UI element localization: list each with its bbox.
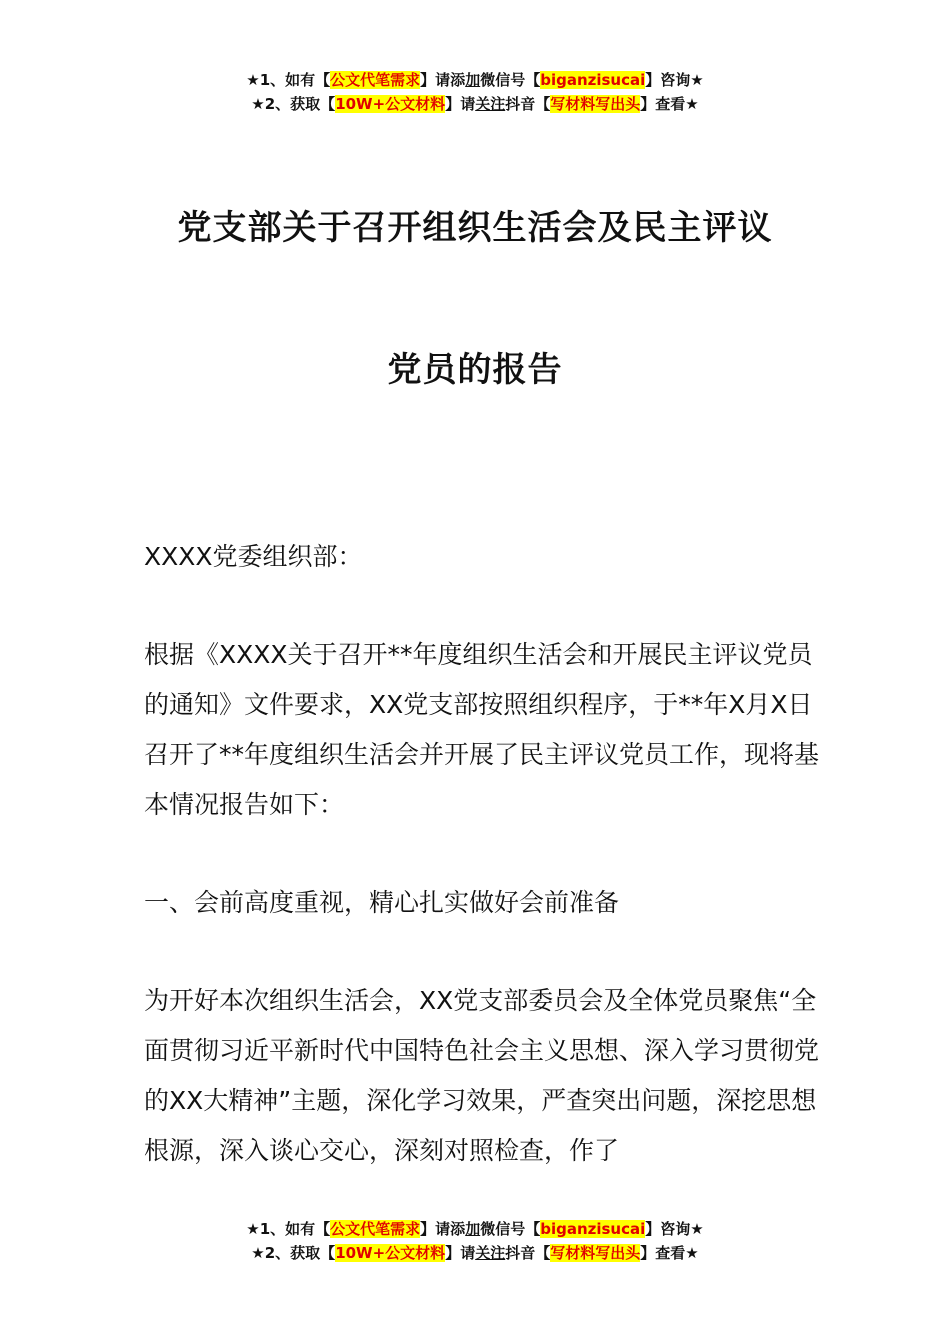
banner-line-2: ★2、获取【10W+公文材料】请关注抖音【写材料写出头】查看★ xyxy=(251,95,699,113)
highlight-service: 公文代笔需求 xyxy=(330,71,421,89)
section-heading-1: 一、会前高度重视，精心扎实做好会前准备 xyxy=(144,888,620,917)
paragraph-section-1: 为开好本次组织生活会，XX党支部委员会及全体党员聚焦“全面贯彻习近平新时代中国特色社会主义思想、深入学习贯彻党的XX大精神”主题，深化学习效果，严查突出问题，深挖思想根源，深入谈心交心，深刻对照检查，作了 xyxy=(144,986,820,1165)
highlight-douyin-account: 写材料写出头 xyxy=(550,95,641,113)
highlight-wechat-id: biganzisucai xyxy=(540,71,646,89)
highlight-materials: 10W+公文材料 xyxy=(335,95,446,113)
footer-banner-line-1: ★1、如有【公文代笔需求】请添加微信号【biganzisucai】咨询★ xyxy=(246,1220,704,1238)
paragraph-intro: 根据《XXXX关于召开**年度组织生活会和开展民主评议党员的通知》文件要求，XX党支部按照组织程序，于**年X月X日召开了**年度组织生活会并开展了民主评议党员工作，现将基本情况报告如下： xyxy=(144,640,820,819)
document-title-line-2: 党员的报告 xyxy=(387,350,563,390)
footer-banner xyxy=(0,1217,950,1265)
document-title-line-1: 党支部关于召开组织生活会及民主评议 xyxy=(177,208,773,248)
header-banner xyxy=(0,68,950,116)
salutation: XXXX党委组织部： xyxy=(144,542,363,571)
footer-banner-line-2: ★2、获取【10W+公文材料】请关注抖音【写材料写出头】查看★ xyxy=(251,1244,699,1262)
banner-line-1: ★1、如有【公文代笔需求】请添加微信号【biganzisucai】咨询★ xyxy=(246,71,704,89)
